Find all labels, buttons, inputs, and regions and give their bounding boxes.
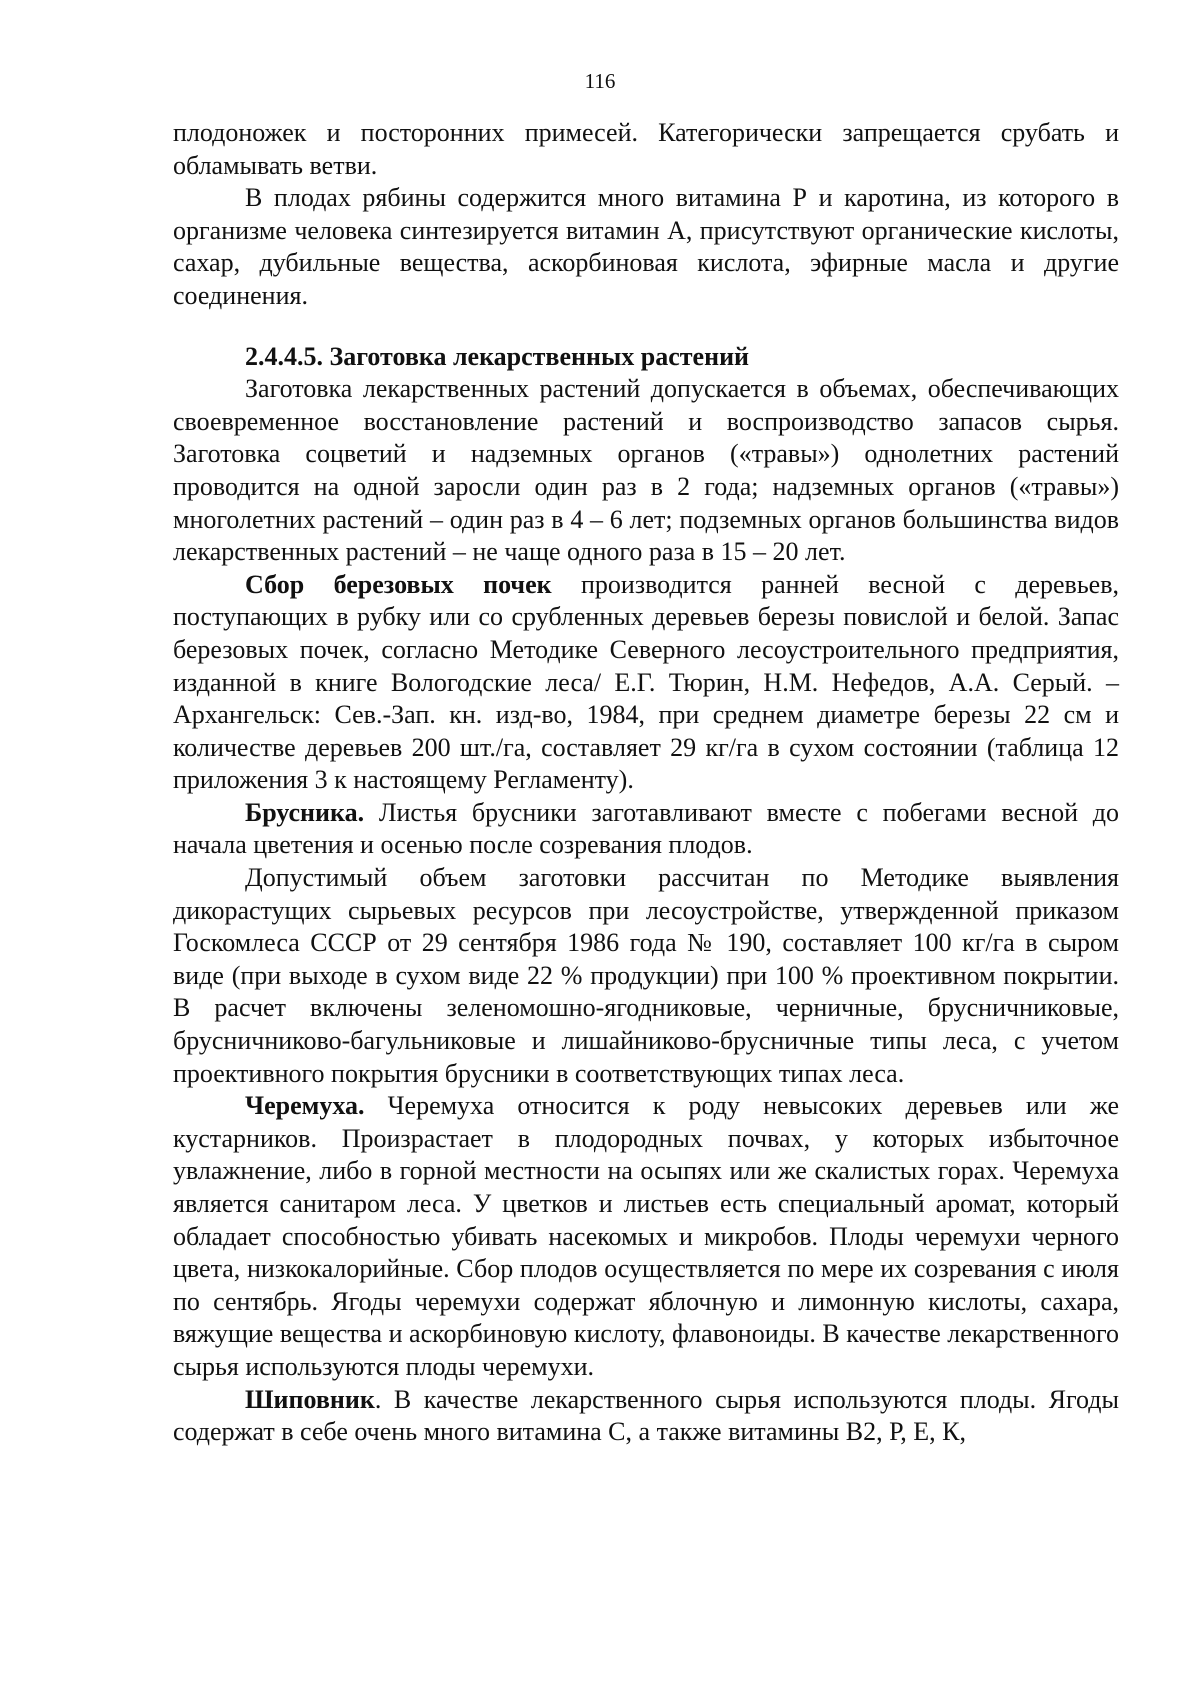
term-rosehip: Шиповник	[245, 1384, 375, 1414]
lingonberry-text: Листья брусники заготавливают вместе с побегами весной до начала цветения и осенью после созревания плодов.	[173, 797, 1119, 860]
paragraph-continuation: плодоножек и посторонних примесей. Категорически запрещается срубать и обламывать ветви.	[173, 118, 1119, 180]
paragraph-birch-buds	[173, 569, 1119, 797]
rosehip-text: . В качестве лекарственного сырья используются плоды. Ягоды содержат в себе очень много витамина С, а также витамины В2, Р, Е, К,	[173, 1384, 1119, 1447]
paragraph-intro: Заготовка лекарственных растений допускается в объемах, обеспечивающих своевременное восстановление растений и воспроизводство запасов сырья. Заготовка соцветий и надземных органов («травы») однолетних растений проводится на одной заросли один раз в 2 года; надземных органов («травы») многолетних растений – один раз в 4 – 6 лет; подземных органов большинства видов лекарственных растений – не чаще одного раза в 15 – 20 лет.	[173, 374, 1119, 567]
section-heading: 2.4.4.5. Заготовка лекарственных растений	[245, 341, 750, 371]
term-bird-cherry: Черемуха.	[245, 1091, 365, 1121]
bird-cherry-text: Черемуха относится к роду невысоких деревьев или же кустарников. Произрастает в плодородных почвах, у которых избыточное увлажнение, либо в горной местности на осыпях или же скалистых горах. Черемуха является санитаром леса. У цветков и листьев есть специальный аромат, который обладает способностью убивать насекомых и микробов. Плоды черемухи черного цвета, низкокалорийные. Сбор плодов осуществляется по мере их созревания с июля по сентябрь. Ягоды черемухи содержат яблочную и лимонную кислоты, сахара, вяжущие вещества и аскорбиновую кислоту, флавоноиды. В качестве лекарственного сырья используются плоды черемухи.	[173, 1091, 1119, 1381]
page-number: 116	[584, 69, 616, 93]
paragraph-lingonberry	[173, 797, 1119, 862]
paragraph-rosehip	[173, 1384, 1119, 1449]
birch-buds-text: производится ранней весной с деревьев, поступающих в рубку или со срубленных деревьев березы повислой и белой. Запас березовых почек, согласно Методике Северного лесоустроительного предприятия, изданной в книге Вологодские леса/ Е.Г. Тюрин, Н.М. Нефедов, А.А. Серый. – Архангельск: Сев.-Зап. кн. изд-во, 1984, при среднем диаметре березы 22 см и количестве деревьев 200 шт./га, составляет 29 кг/га в сухом состоянии (таблица 12 приложения 3 к настоящему Регламенту).	[173, 569, 1120, 795]
document-body	[173, 117, 1119, 1449]
paragraph-rowan: В плодах рябины содержится много витамина Р и каротина, из которого в организме человека синтезируется витамин А, присутствуют органические кислоты, сахар, дубильные вещества, аскорбиновая кислота, эфирные масла и другие соединения.	[173, 183, 1119, 310]
paragraph-bird-cherry	[173, 1090, 1119, 1383]
paragraph-lingonberry-volume: Допустимый объем заготовки рассчитан по Методике выявления дикорастущих сырьевых ресурсов при лесоустройстве, утвержденной приказом Госкомлеса СССР от 29 сентября 1986 года № 190, составляет 100 кг/га в сыром виде (при выходе в сухом виде 22 % продукции) при 100 % проективном покрытии. В расчет включены зеленомошно-ягодниковые, черничные, брусничниковые, брусничниково-багульниковые и лишайниково-брусничные типы леса, с учетом проективного покрытия брусники в соответствующих типах леса.	[173, 863, 1119, 1088]
term-lingonberry: Брусника.	[245, 797, 365, 827]
term-birch-buds: Сбор березовых почек	[245, 569, 552, 599]
